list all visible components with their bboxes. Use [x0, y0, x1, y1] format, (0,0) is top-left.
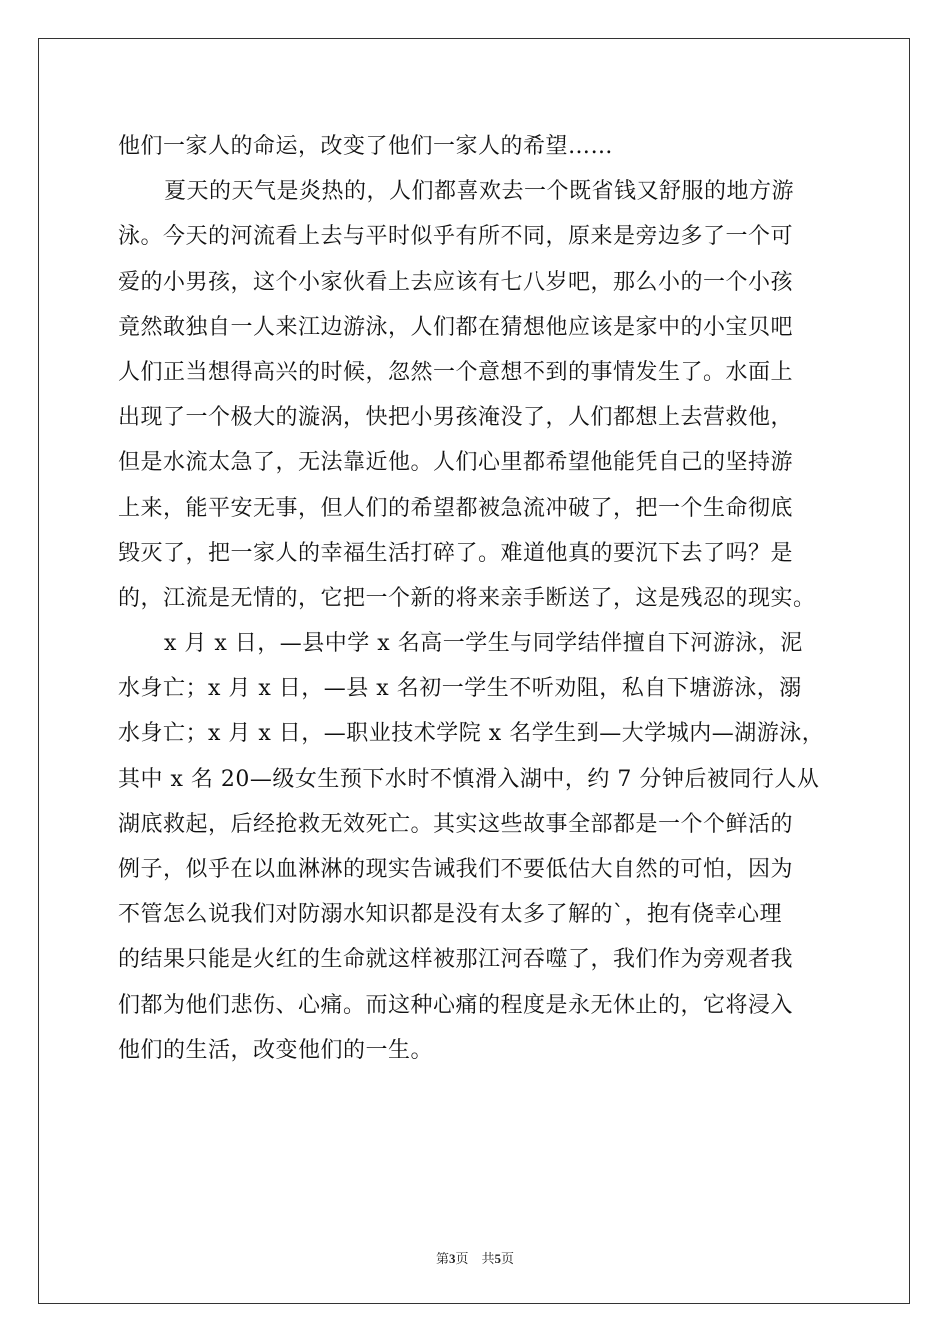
footer-page-mid: 页 共 — [455, 1252, 495, 1267]
text-line: 爱的小男孩，这个小家伙看上去应该有七八岁吧，那么小的一个小孩 — [118, 269, 794, 295]
footer-total-pages: 5 — [494, 1251, 501, 1266]
text-line: 竟然敢独自一人来江边游泳，人们都在猜想他应该是家中的小宝贝吧 — [118, 314, 794, 340]
text-line: 不管怎么说我们对防溺水知识都是没有太多了解的`，抱有侥幸心理 — [118, 902, 783, 928]
text-line: 毁灭了，把一家人的幸福生活打碎了。难道他真的要沉下去了吗？是 — [118, 540, 794, 566]
text-line: x 月 x 日，—县中学 x 名高一学生与同学结伴擅自下河游泳，泥 — [164, 631, 803, 657]
page-footer — [0, 1248, 950, 1267]
text-line: 他们一家人的命运，改变了他们一家人的希望…… — [118, 134, 614, 159]
text-line: 但是水流太急了，无法靠近他。人们心里都希望他能凭自己的坚持游 — [118, 450, 794, 476]
text-line: 们都为他们悲伤、心痛。而这种心痛的程度是永无休止的，它将浸入 — [118, 992, 794, 1018]
document-body — [118, 124, 838, 1073]
footer-page-suffix: 页 — [501, 1252, 515, 1267]
text-line: 其中 x 名 20—级女生预下水时不慎滑入湖中，约 7 分钟后被同行人从 — [118, 766, 820, 792]
text-line: 例子，似乎在以血淋淋的现实告诫我们不要低估大自然的可怕，因为 — [118, 857, 794, 882]
footer-current-page: 3 — [448, 1251, 456, 1266]
text-line: 的，江流是无情的，它把一个新的将来亲手断送了，这是残忍的现实。 — [118, 585, 816, 611]
text-line: 上来，能平安无事，但人们的希望都被急流冲破了，把一个生命彻底 — [118, 495, 794, 521]
footer-page-prefix: 第 — [435, 1252, 449, 1267]
text-line: 人们正当想得高兴的时候，忽然一个意想不到的事情发生了。水面上 — [118, 359, 794, 385]
text-line: 湖底救起，后经抢救无效死亡。其实这些故事全部都是一个个鲜活的 — [118, 811, 794, 837]
text-line: 的结果只能是火红的生命就这样被那江河吞噬了，我们作为旁观者我 — [118, 947, 794, 973]
text-line: 出现了一个极大的漩涡，快把小男孩淹没了，人们都想上去营救他， — [118, 405, 794, 431]
text-line: 水身亡；x 月 x 日，—县 x 名初一学生不听劝阻，私自下塘游泳，溺 — [118, 676, 802, 702]
text-line: 泳。今天的河流看上去与平时似乎有所不同，原来是旁边多了一个可 — [118, 224, 794, 250]
text-line: 水身亡；x 月 x 日，—职业技术学院 x 名学生到—大学城内—湖游泳， — [118, 721, 825, 747]
text-line: 夏天的天气是炎热的，人们都喜欢去一个既省钱又舒服的地方游 — [164, 179, 795, 205]
text-line: 他们的生活，改变他们的一生。 — [118, 1037, 434, 1063]
